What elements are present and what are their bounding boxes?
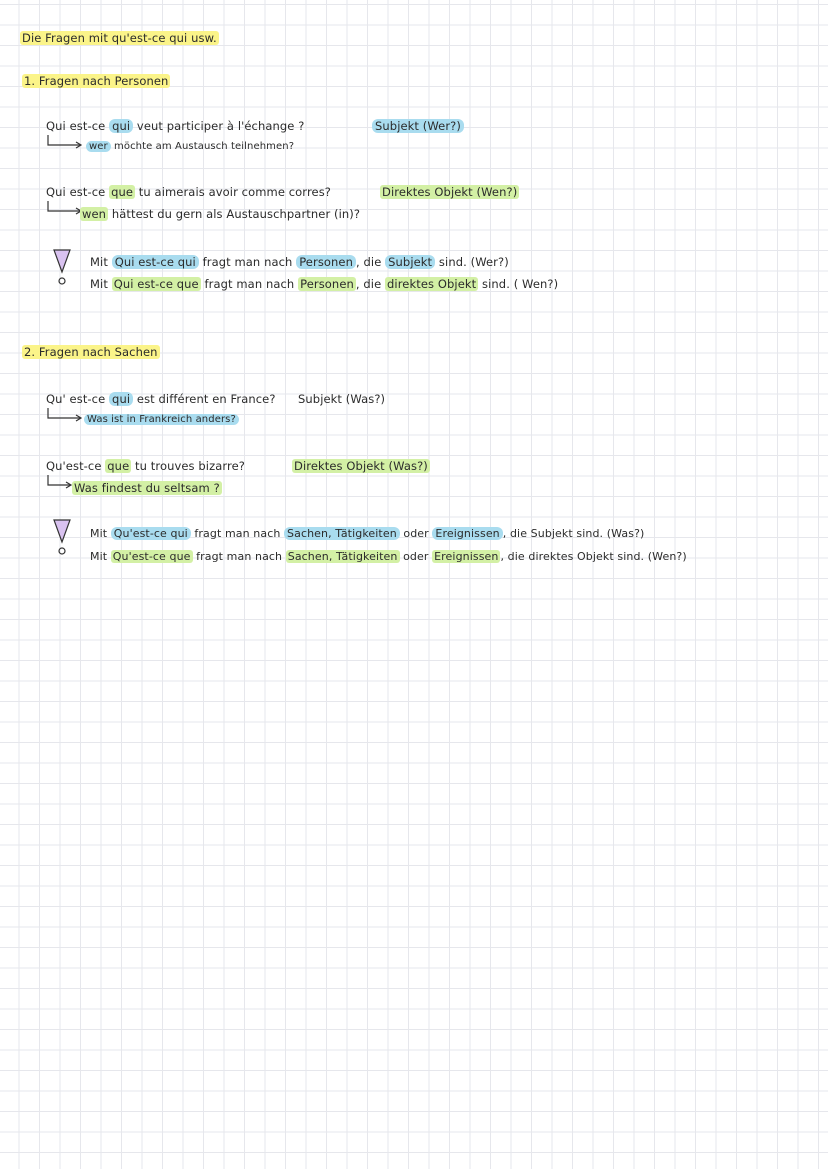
translation: Was findest du seltsam ? — [74, 481, 220, 495]
grammar-label-subject: Subjekt (Wer?) — [372, 119, 464, 133]
example-sentence: Qu' est-ce qui est différent en France? — [46, 392, 276, 406]
example-sentence: Qui est-ce que tu aimerais avoir comme corres? — [46, 185, 331, 199]
grammar-label-subject: Subjekt (Was?) — [298, 392, 386, 406]
section-heading-persons: 1. Fragen nach Personen — [24, 74, 169, 88]
rule-note: Mit Qu'est-ce qui fragt man nach Sachen, Tätigkeiten oder Ereignissen , die Subjekt sind. (Was?) — [90, 527, 645, 540]
exclamation-icon — [52, 518, 72, 558]
arrow-icon — [46, 135, 86, 149]
grammar-label-object: Direktes Objekt (Was?) — [294, 459, 428, 473]
exclamation-icon — [52, 248, 72, 288]
rule-note: Mit Qui est-ce qui fragt man nach Personen , die Subjekt sind. (Wer?) — [90, 255, 509, 269]
grammar-label-object: Direktes Objekt (Wen?) — [382, 185, 518, 199]
rule-note: Mit Qui est-ce que fragt man nach Personen , die direktes Objekt sind. ( Wen?) — [90, 277, 559, 291]
translation: wer möchte am Austausch teilnehmen? — [86, 141, 294, 152]
section-heading-things: 2. Fragen nach Sachen — [24, 345, 158, 359]
translation: wen hättest du gern als Austauschpartner (in)? — [82, 207, 361, 221]
rule-note: Mit Qu'est-ce que fragt man nach Sachen, Tätigkeiten oder Ereignissen , die direktes Objekt sind. (Wen?) — [90, 550, 687, 563]
arrow-icon — [46, 408, 86, 422]
page-title: Die Fragen mit qu'est-ce qui usw. — [22, 31, 217, 45]
example-sentence: Qu'est-ce que tu trouves bizarre? — [46, 459, 245, 473]
translation: Was ist in Frankreich anders? — [84, 414, 239, 425]
example-sentence: Qui est-ce qui veut participer à l'échange ? — [46, 119, 305, 133]
